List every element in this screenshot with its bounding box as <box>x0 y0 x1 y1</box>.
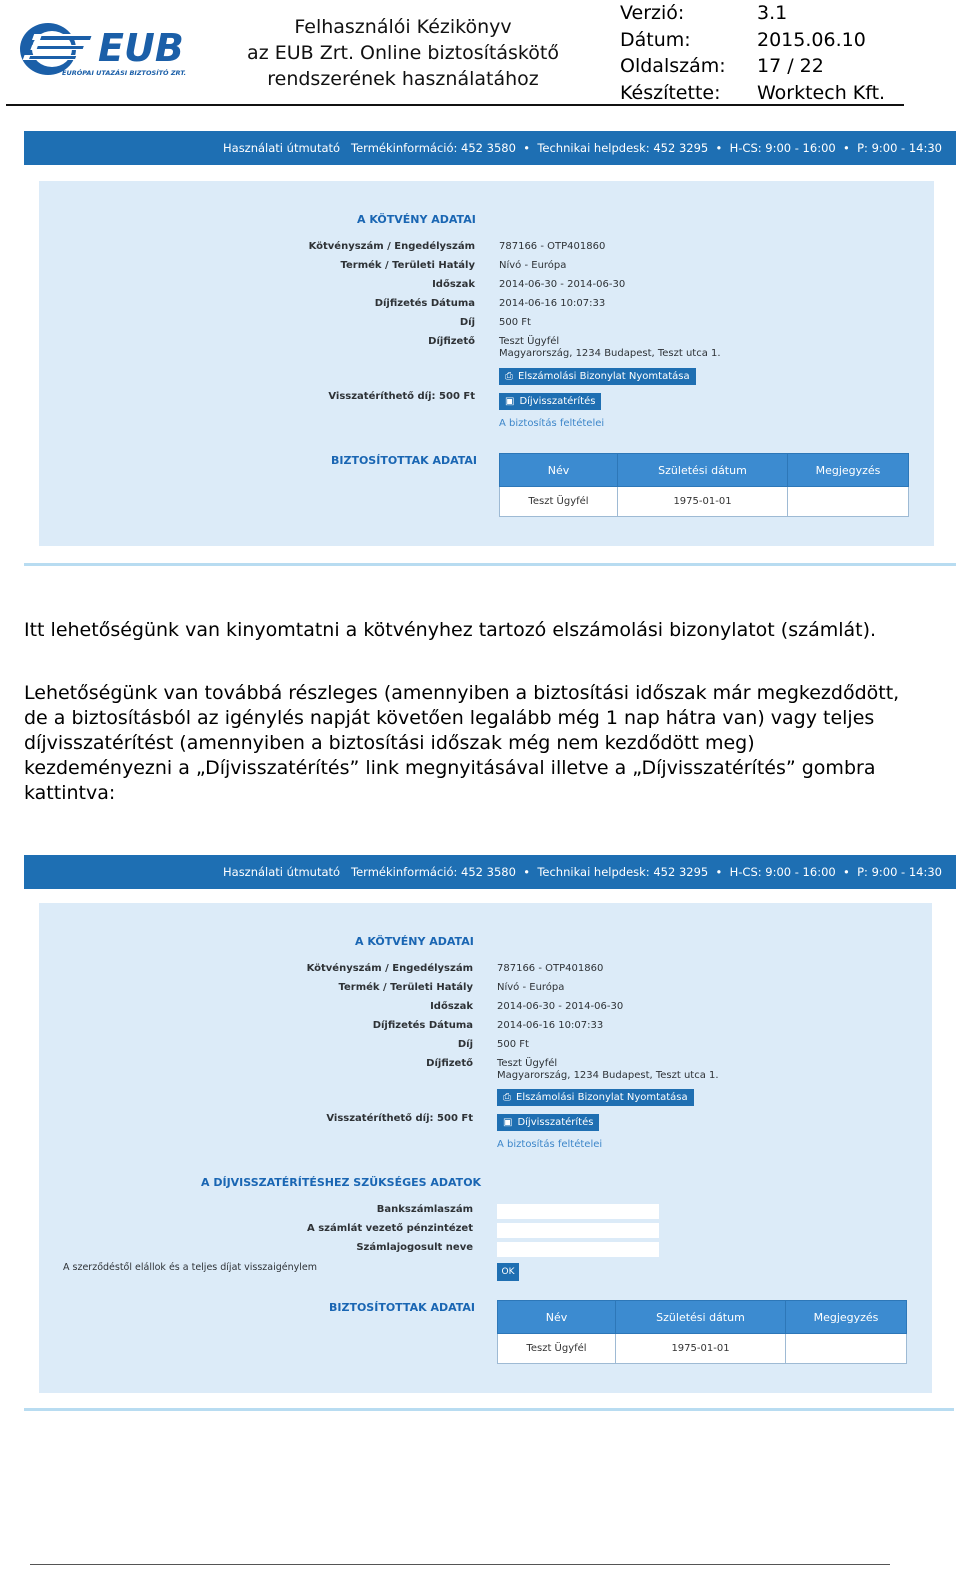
value-fee: 500 Ft <box>499 317 531 328</box>
meta-author: Készítette: Worktech Kft. <box>620 81 886 104</box>
footer-divider <box>30 1564 890 1565</box>
policy-panel <box>39 903 932 1393</box>
label-payer: Díjfizető <box>428 336 475 347</box>
label-account-holder: Számlajogosult neve <box>356 1242 473 1253</box>
header-divider <box>6 104 904 106</box>
label-refundable: Visszatéríthető díj: 500 Ft <box>326 1113 473 1124</box>
label-product: Termék / Területi Hatály <box>340 260 475 271</box>
paragraph-refund-info: Lehetőségünk van továbbá részleges (amennyiben a biztosítási időszak már megkezdődött, de a biztosításból az igénylés napját követően legalább még 1 nap hátra van) vagy teljes díjvisszatérítést (amennyiben a biztosítási időszak még nem kezdődött meg) kezdeményezni a „Díjvisszatérítés” link megnyitásával illetve a „Díjvisszatérítés” gombra kattintva: <box>24 682 900 804</box>
money-icon: ▣ <box>505 396 515 407</box>
logo-text: EUB <box>98 26 184 70</box>
cell-name: Teszt Ügyfél <box>500 487 618 517</box>
column-note: Megjegyzés <box>786 1301 907 1334</box>
cell-note <box>788 487 909 517</box>
label-payer: Díjfizető <box>426 1058 473 1069</box>
doc-title-line-3: rendszerének használatához <box>267 68 539 90</box>
label-period: Időszak <box>432 279 475 290</box>
value-payer: Teszt Ügyfél <box>499 336 560 347</box>
doc-title-line-1: Felhasználói Kézikönyv <box>294 16 512 38</box>
label-policy-number: Kötvényszám / Engedélyszám <box>306 963 473 974</box>
document-title <box>222 14 584 92</box>
money-icon: ▣ <box>503 1117 513 1128</box>
screenshot-bottom-border <box>24 1408 954 1411</box>
account-holder-input[interactable] <box>497 1242 659 1257</box>
insured-table <box>499 453 909 517</box>
column-name: Név <box>500 454 618 487</box>
bank-account-input[interactable] <box>497 1204 659 1219</box>
value-fee: 500 Ft <box>497 1039 529 1050</box>
cell-note <box>786 1334 907 1364</box>
policy-section-title: A KÖTVÉNY ADATAI <box>355 935 474 948</box>
value-policy-number: 787166 - OTP401860 <box>497 963 604 974</box>
value-policy-number: 787166 - OTP401860 <box>499 241 606 252</box>
label-policy-number: Kötvényszám / Engedélyszám <box>308 241 475 252</box>
policy-panel <box>39 181 934 546</box>
policy-section-title: A KÖTVÉNY ADATAI <box>357 213 476 226</box>
printer-icon: ⎙ <box>503 1092 511 1103</box>
value-payment-date: 2014-06-16 10:07:33 <box>499 298 606 309</box>
column-note: Megjegyzés <box>788 454 909 487</box>
column-name: Név <box>498 1301 616 1334</box>
print-receipt-button[interactable]: ⎙ Elszámolási Bizonylat Nyomtatása <box>499 368 696 385</box>
value-payer: Teszt Ügyfél <box>497 1058 558 1069</box>
label-bank-account: Bankszámlaszám <box>376 1204 473 1215</box>
print-receipt-button[interactable]: ⎙ Elszámolási Bizonylat Nyomtatása <box>497 1089 694 1106</box>
column-birthdate: Születési dátum <box>618 454 788 487</box>
table-row <box>498 1334 907 1364</box>
label-payment-date: Díjfizetés Dátuma <box>374 298 475 309</box>
withdraw-checkbox-label[interactable]: A szerződéstől elállok és a teljes díjat visszaigénylem <box>63 1262 317 1273</box>
paragraph-print-receipt: Itt lehetőségünk van kinyomtatni a kötvényhez tartozó elszámolási bizonylatot (számlát). <box>24 619 877 641</box>
cell-birthdate: 1975-01-01 <box>616 1334 786 1364</box>
printer-icon: ⎙ <box>505 371 513 382</box>
label-refundable: Visszatéríthető díj: 500 Ft <box>328 391 475 402</box>
eub-logo <box>18 18 188 80</box>
value-period: 2014-06-30 - 2014-06-30 <box>497 1001 624 1012</box>
refund-button[interactable]: ▣ Díjvisszatérítés <box>497 1114 599 1131</box>
meta-version: Verzió: 3.1 <box>620 2 788 24</box>
meta-page: Oldalszám: 17 / 22 <box>620 55 824 77</box>
column-birthdate: Születési dátum <box>616 1301 786 1334</box>
bank-name-input[interactable] <box>497 1223 659 1238</box>
info-topbar: Használati útmutató Termékinformáció: 452 3580 • Technikai helpdesk: 452 3295 • H-CS: 9:00 - 16:00 • P: 9:00 - 14:30 <box>24 855 956 889</box>
terms-link[interactable]: A biztosítás feltételei <box>497 1139 603 1150</box>
terms-link[interactable]: A biztosítás feltételei <box>499 418 605 429</box>
table-header-row <box>500 454 909 487</box>
value-payer-address: Magyarország, 1234 Budapest, Teszt utca 1. <box>499 348 721 359</box>
value-payment-date: 2014-06-16 10:07:33 <box>497 1020 604 1031</box>
logo-subtext: EURÓPAI UTAZÁSI BIZTOSÍTÓ ZRT. <box>62 69 187 77</box>
value-product: Nívó - Európa <box>497 982 565 993</box>
label-fee: Díj <box>457 1039 473 1050</box>
refund-button[interactable]: ▣ Díjvisszatérítés <box>499 393 601 410</box>
label-payment-date: Díjfizetés Dátuma <box>372 1020 473 1031</box>
label-period: Időszak <box>430 1001 473 1012</box>
refund-section-title: A DÍJVISSZATÉRÍTÉSHEZ SZÜKSÉGES ADATOK <box>201 1176 482 1189</box>
document-meta <box>620 0 885 106</box>
insured-section-title: BIZTOSÍTOTTAK ADATAI <box>329 1301 476 1314</box>
table-header-row <box>498 1301 907 1334</box>
table-row <box>500 487 909 517</box>
value-payer-address: Magyarország, 1234 Budapest, Teszt utca 1. <box>497 1070 719 1081</box>
label-fee: Díj <box>459 317 475 328</box>
doc-title-line-2: az EUB Zrt. Online biztosításkötő <box>247 42 559 64</box>
policy-details-screenshot <box>24 131 956 567</box>
screenshot-bottom-border <box>24 563 956 566</box>
cell-name: Teszt Ügyfél <box>498 1334 616 1364</box>
insured-table <box>497 1300 907 1364</box>
label-bank-name: A számlát vezető pénzintézet <box>306 1223 473 1234</box>
insured-section-title: BIZTOSÍTOTTAK ADATAI <box>331 454 478 467</box>
ok-button[interactable]: OK <box>497 1263 519 1281</box>
label-product: Termék / Területi Hatály <box>338 982 473 993</box>
value-product: Nívó - Európa <box>499 260 567 271</box>
refund-form-screenshot <box>24 855 956 1415</box>
value-period: 2014-06-30 - 2014-06-30 <box>499 279 626 290</box>
info-topbar: Használati útmutató Termékinformáció: 452 3580 • Technikai helpdesk: 452 3295 • H-CS: 9:00 - 16:00 • P: 9:00 - 14:30 <box>24 131 956 165</box>
meta-date: Dátum: 2015.06.10 <box>620 28 866 51</box>
cell-birthdate: 1975-01-01 <box>618 487 788 517</box>
